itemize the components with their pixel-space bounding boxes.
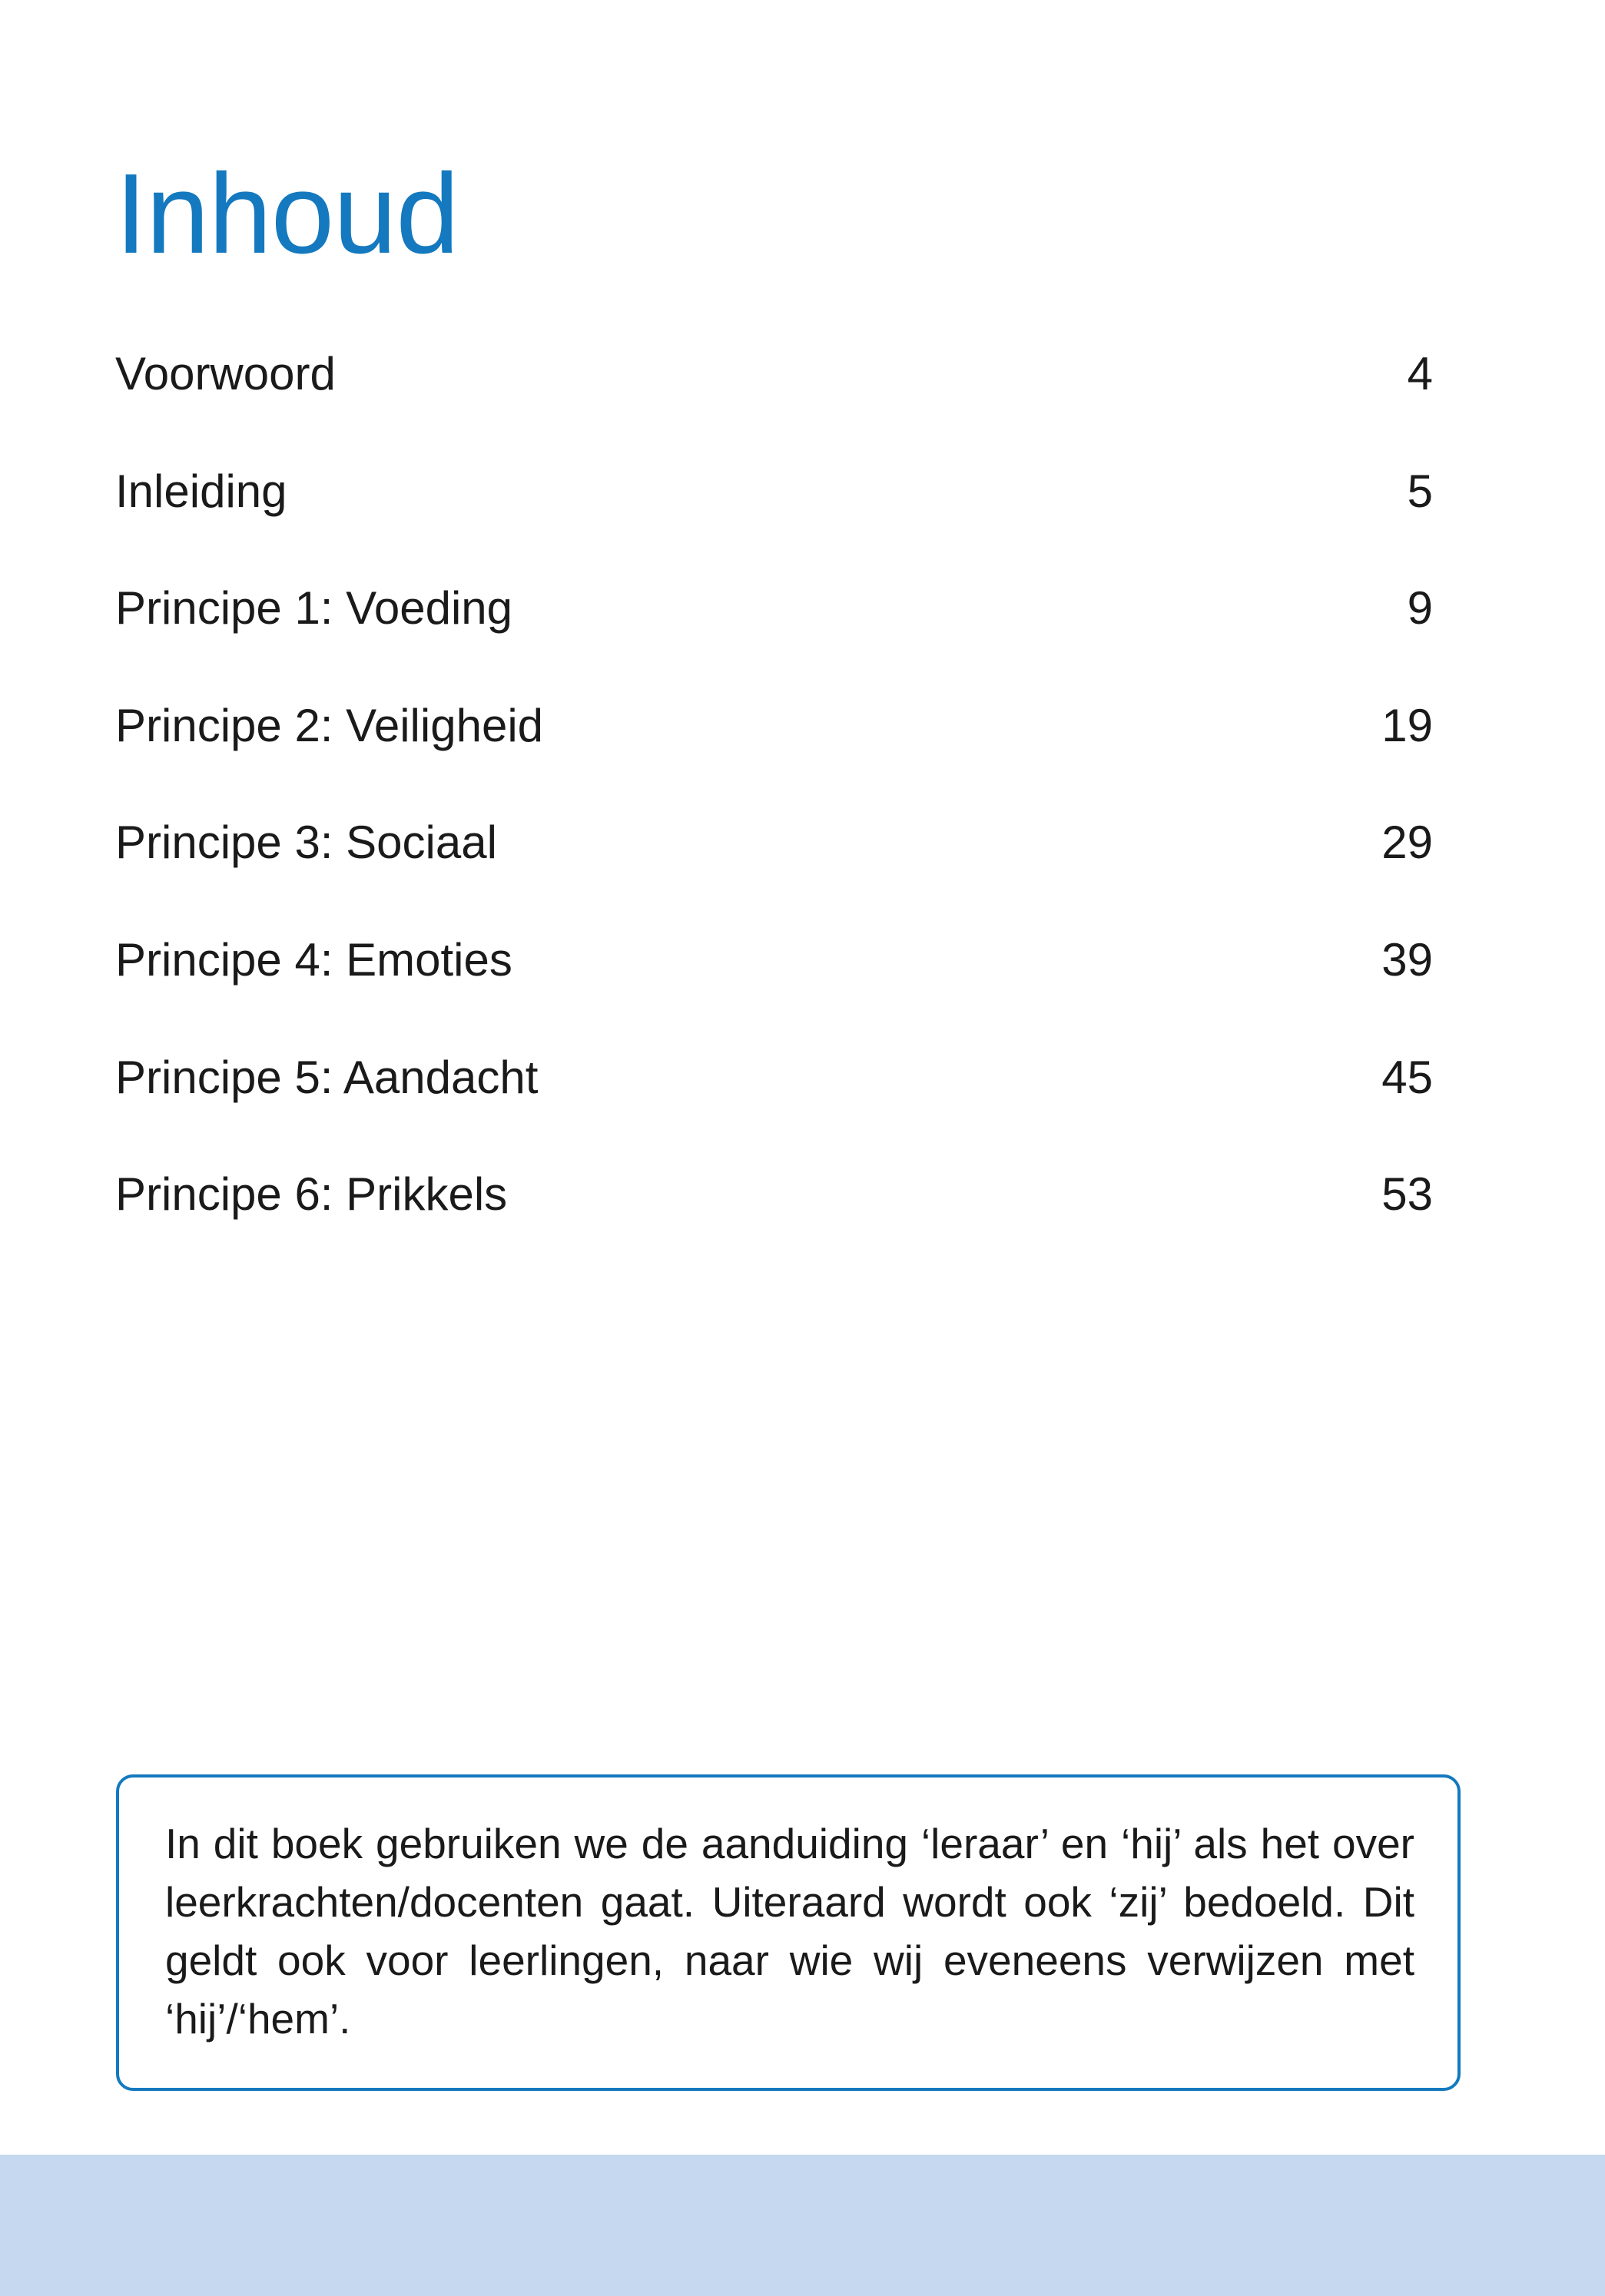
- toc-entry-label: Principe 3: Sociaal: [115, 817, 497, 869]
- toc-entry-label: Principe 6: Prikkels: [115, 1168, 508, 1221]
- toc-entry-label: Voorwoord: [115, 348, 336, 399]
- note-text: In dit boek gebruiken we de aanduiding ‘leraar’ en ‘hij’ als het over leerkrachten/docenten gaat. Uiteraard wordt ook ‘zij’ bedoeld. Dit geldt ook voor leerlingen, naar wie wij eveneens verwijzen met ‘hij’/‘hem’.: [165, 1820, 1414, 2043]
- toc-entry-inleiding[interactable]: [115, 456, 1433, 573]
- toc-entry-page-number: 4: [1407, 348, 1433, 399]
- toc-entry-label: Inleiding: [115, 465, 287, 517]
- toc-entry-label: Principe 4: Emoties: [115, 933, 512, 986]
- page-title: Inhoud: [115, 151, 459, 277]
- toc-entry-page-number: 39: [1381, 933, 1433, 986]
- table-of-contents: [115, 338, 1433, 1276]
- toc-entry-page-number: 53: [1381, 1168, 1433, 1221]
- toc-entry-principe-4[interactable]: [115, 924, 1433, 1042]
- toc-entry-principe-2[interactable]: [115, 690, 1433, 807]
- toc-entry-page-number: 9: [1407, 582, 1433, 634]
- toc-entry-page-number: 19: [1381, 699, 1433, 751]
- note-box: [116, 1774, 1461, 2091]
- toc-entry-page-number: 45: [1381, 1051, 1433, 1103]
- footer-band: [0, 2155, 1605, 2296]
- toc-entry-label: Principe 5: Aandacht: [115, 1051, 539, 1103]
- toc-entry-voorwoord[interactable]: [115, 338, 1433, 456]
- toc-entry-principe-3[interactable]: [115, 807, 1433, 924]
- toc-entry-principe-6[interactable]: [115, 1158, 1433, 1276]
- toc-entry-page-number: 29: [1381, 817, 1433, 869]
- toc-entry-page-number: 5: [1407, 465, 1433, 517]
- toc-entry-principe-5[interactable]: [115, 1042, 1433, 1159]
- toc-entry-principe-1[interactable]: [115, 572, 1433, 690]
- toc-entry-label: Principe 1: Voeding: [115, 582, 513, 634]
- toc-entry-label: Principe 2: Veiligheid: [115, 699, 544, 751]
